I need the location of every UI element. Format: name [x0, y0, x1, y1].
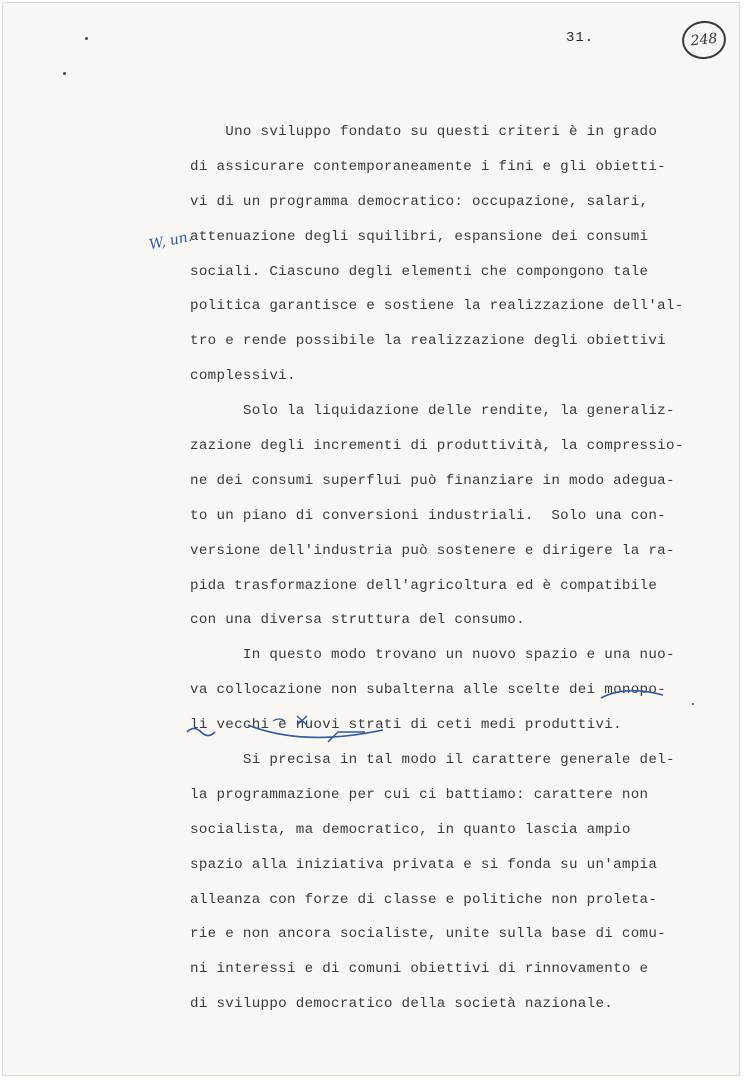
text-line: li vecchi e nuovi strati di ceti medi produttivi.	[190, 717, 622, 734]
text-line: di sviluppo democratico della società nazionale.	[190, 996, 614, 1013]
text-line: ne dei consumi superflui può finanziare in modo adegua-	[190, 472, 675, 489]
ink-speck	[63, 72, 66, 75]
text-line: ni interessi e di comuni obiettivi di rinnovamento e	[190, 961, 649, 978]
text-line: con una diversa struttura del consumo.	[190, 612, 525, 629]
text-line: Si precisa in tal modo il carattere generale del-	[190, 752, 675, 769]
text-line: la programmazione per cui ci battiamo: carattere non	[190, 786, 649, 803]
text-line: In questo modo trovano un nuovo spazio e una nuo-	[190, 647, 675, 664]
text-line: va collocazione non subalterna alle scelte dei monopo-	[190, 682, 666, 699]
text-line: tro e rende possibile la realizzazione degli obiettivi	[190, 333, 666, 350]
text-line: vi di un programma democratico: occupazione, salari,	[190, 193, 649, 210]
text-line: rie e non ancora socialiste, unite sulla base di comu-	[190, 926, 666, 943]
text-line: di assicurare contemporaneamente i fini e gli obietti-	[190, 158, 666, 175]
text-line: pida trasformazione dell'agricoltura ed è compatibile	[190, 577, 658, 594]
text-line: politica garantisce e sostiene la realizzazione dell'al-	[190, 298, 684, 315]
handwritten-margin-note: W, un.	[147, 228, 194, 254]
text-line: sociali. Ciascuno degli elementi che compongono tale	[190, 263, 649, 280]
document-page	[2, 2, 740, 1076]
text-line: versione dell'industria può sostenere e dirigere la ra-	[190, 542, 675, 559]
text-line: alleanza con forze di classe e politiche non proleta-	[190, 891, 658, 908]
page-number: 31.	[566, 30, 595, 46]
text-line: Solo la liquidazione delle rendite, la generaliz-	[190, 403, 675, 420]
text-line: complessivi.	[190, 368, 296, 385]
archive-stamp: 248	[680, 19, 728, 61]
text-line: to un piano di conversioni industriali. Solo una con-	[190, 507, 666, 524]
text-line: socialista, ma democratico, in quanto lascia ampio	[190, 821, 631, 838]
typewritten-body	[190, 115, 730, 1022]
text-line: zazione degli incrementi di produttività, la compressio-	[190, 438, 684, 455]
text-line: spazio alla iniziativa privata e si fonda su un'ampia	[190, 856, 658, 873]
text-line: attenuazione degli squilibri, espansione dei consumi	[190, 228, 649, 245]
text-line: Uno sviluppo fondato su questi criteri è in grado	[190, 124, 658, 140]
ink-speck	[85, 37, 88, 40]
